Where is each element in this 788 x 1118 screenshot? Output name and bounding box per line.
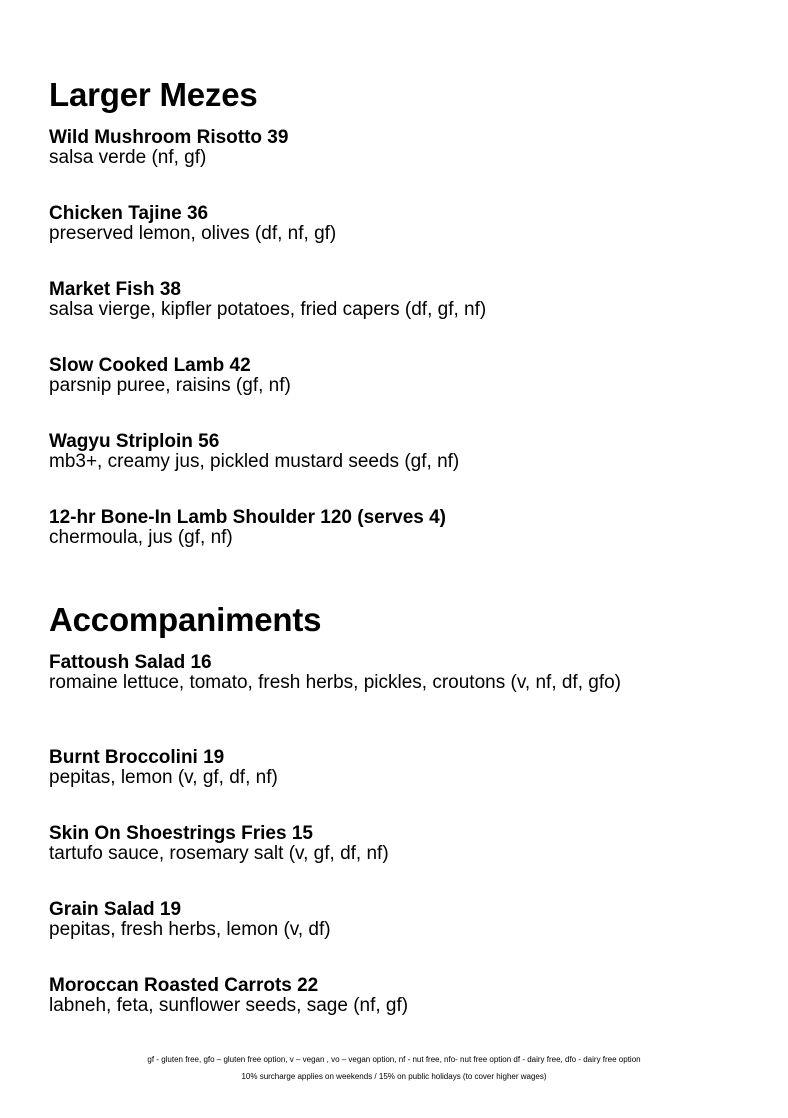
section-accompaniments [49,601,739,1016]
item-name: Burnt Broccolini 19 [49,747,225,768]
item-description: pepitas, fresh herbs, lemon (v, df) [49,919,331,940]
item-description: tartufo sauce, rosemary salt (v, gf, df, nf) [49,843,389,864]
menu-item [49,280,739,319]
menu-item [49,204,739,243]
item-description: preserved lemon, olives (df, nf, gf) [49,223,337,244]
menu-item [49,128,739,167]
item-description: labneh, feta, sunflower seeds, sage (nf, gf) [49,995,409,1016]
item-name: 12-hr Bone-In Lamb Shoulder 120 (serves 4) [49,507,447,528]
item-name: Slow Cooked Lamb 42 [49,355,251,376]
item-description: chermoula, jus (gf, nf) [49,527,233,548]
item-name: Chicken Tajine 36 [49,203,209,224]
menu-item [49,976,739,1015]
item-name: Skin On Shoestrings Fries 15 [49,823,313,844]
menu-item [49,356,739,395]
item-name: Fattoush Salad 16 [49,652,212,673]
menu-item [49,900,739,939]
item-description: pepitas, lemon (v, gf, df, nf) [49,767,278,788]
item-name: Wagyu Striploin 56 [49,431,220,452]
menu-item [49,653,739,692]
menu-item [49,508,739,547]
menu-item [49,748,739,787]
footer-legend: gf - gluten free, gfo – gluten free option, v – vegan , vo – vegan option, nf - nut free, nfo- nut free option df - dairy free, dfo - dairy free option [147,1055,641,1064]
section-title: Larger Mezes [49,76,258,113]
item-description: parsnip puree, raisins (gf, nf) [49,375,291,396]
menu-item [49,824,739,863]
section-title: Accompaniments [49,601,322,638]
item-name: Market Fish 38 [49,279,181,300]
item-name: Moroccan Roasted Carrots 22 [49,975,319,996]
menu-item [49,432,739,471]
item-description: salsa verde (nf, gf) [49,147,207,168]
item-name: Grain Salad 19 [49,899,182,920]
item-description: romaine lettuce, tomato, fresh herbs, pickles, croutons (v, nf, df, gfo) [49,672,622,693]
item-description: salsa vierge, kipfler potatoes, fried capers (df, gf, nf) [49,299,487,320]
item-name: Wild Mushroom Risotto 39 [49,127,289,148]
footer-surcharge: 10% surcharge applies on weekends / 15% on public holidays (to cover higher wages) [241,1072,547,1081]
section-larger-mezes [49,76,739,548]
item-description: mb3+, creamy jus, pickled mustard seeds (gf, nf) [49,451,460,472]
